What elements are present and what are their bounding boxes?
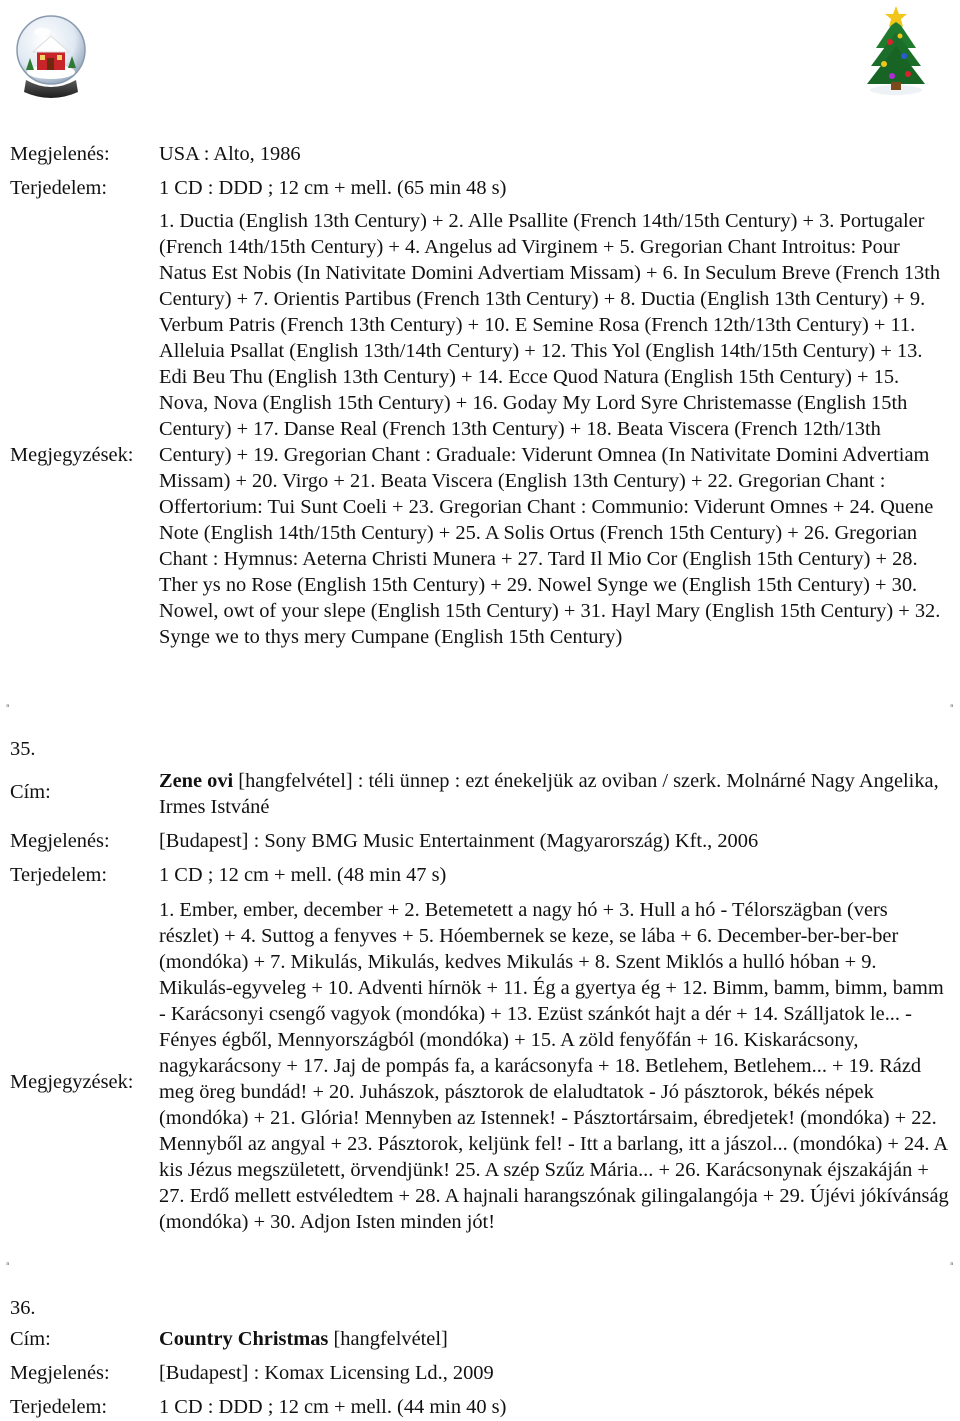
christmas-tree-icon <box>862 4 930 98</box>
notes-label: Megjegyzések: <box>10 1071 134 1093</box>
extent-label: Terjedelem: <box>10 1396 108 1418</box>
snow-globe-house-icon <box>14 12 88 102</box>
published-value: [Budapest] : Komax Licensing Ld., 2009 <box>159 1362 494 1384</box>
extent-value: 1 CD ; 12 cm + mell. (48 min 47 s) <box>159 864 447 886</box>
record-number: 35. <box>10 738 36 760</box>
page-mark: ᵃ <box>6 1261 10 1271</box>
page-mark: ᵃ <box>6 703 10 713</box>
extent-value: 1 CD : DDD ; 12 cm + mell. (65 min 48 s) <box>159 177 507 199</box>
record-title-main: Country Christmas <box>159 1328 329 1350</box>
page-mark: ᵃ <box>950 703 954 713</box>
page-mark: ᵃ <box>950 1261 954 1271</box>
extent-value: 1 CD : DDD ; 12 cm + mell. (44 min 40 s) <box>159 1396 507 1418</box>
record-title-rest: [hangfelvétel] : téli ünnep : ezt énekeljük az oviban / szerk. Molnárné Nagy Angelika, Irmes Istváné <box>159 770 939 818</box>
title-label: Cím: <box>10 1328 51 1350</box>
published-label: Megjelenés: <box>10 830 110 852</box>
record-number: 36. <box>10 1297 36 1319</box>
record-title-rest: [hangfelvétel] <box>328 1328 448 1350</box>
record-title <box>159 768 949 820</box>
extent-label: Terjedelem: <box>10 864 108 886</box>
published-value: USA : Alto, 1986 <box>159 143 301 165</box>
title-label: Cím: <box>10 781 51 803</box>
record-title-main: Zene ovi <box>159 770 234 792</box>
record-title <box>159 1326 448 1352</box>
notes-value: 1. Ember, ember, december + 2. Betemetett a nagy hó + 3. Hull a hó - Télorszägban (vers részlet) + 4. Suttog a fenyves + 5. Hóembernek se keze, se lába + 6. December-ber-ber-ber (mondóka) + 7. Mikulás, Mikulás, kedves Mikulás + 8. Szent Miklós a hulló hóban + 9. Mikulás-egyveleg + 10. Adventi hírnök + 11. Ég a gyertya ég + 12. Bimm, bamm, bimm, bamm - Karácsonyi csengő vagyok (mondóka) + 13. Ezüst szánkót hajt a dér + 14. Szálljatok le... -Fényes égből, Mennyországból (mondóka) + 15. A zöld fenyőfán + 16. Kiskarácsony, nagykarácsony + 17. Jaj de pompás fa, a karácsonyfa + 18. Betlehem, Betlehem... + 19. Rázd meg öreg bundád! + 20. Juhászok, pásztorok de elaludtatok - Jó pásztorok, békés népek (mondóka) + 21. Glória! Mennyben az Istennek! - Pásztortársaim, ébredjetek! (mondóka) + 22. Mennyből az angyal + 23. Pásztorok, keljünk fel! - Itt a barlang, itt a jászol... (mondóka) + 24. A kis Jézus megszületett, örvendjünk! 25. A szép Szűz Mária... + 26. Karácsonynak éjszakáján + 27. Erdő mellett estvéledtem + 28. A hajnali harangszónak gilingalangója + 29. Újévi jókívánság (mondóka) + 30. Adjon Isten minden jót! <box>159 899 949 1233</box>
notes-value: 1. Ductia (English 13th Century) + 2. Alle Psallite (French 14th/15th Century) + 3. Portugaler (French 14th/15th Century) + 4. Angelus ad Virginem + 5. Gregorian Chant Introitus: Pour Natus Est Nobis (In Nativitate Domini Advertiam Missam) + 6. In Seculum Breve (French 13th Century) + 7. Orientis Partibus (French 13th Century) + 8. Ductia (English 13th Century) + 9. Verbum Patris (French 13th Century) + 10. E Semine Rosa (French 12th/13th Century) + 11. Alleluia Psallat (English 13th/14th Century) + 12. This Yol (English 14th/15th Century) + 13. Edi Beu Thu (English 13th Century) + 14. Ecce Quod Natura (English 15th Century) + 15. Nova, Nova (English 15th Century) + 16. Goday My Lord Syre Christemasse (English 15th Century) + 17. Danse Real (French 13th Century) + 18. Beata Viscera (French 12th/13th Century) + 19. Gregorian Chant : Graduale: Viderunt Omnea (In Nativitate Domini Advertiam Missam) + 20. Virgo + 21. Beata Viscera (English 13th Century) + 22. Gregorian Chant : Offertorium: Tui Sunt Coeli + 23. Gregorian Chant : Communio: Viderunt Omnes + 24. Quene Note (English 14th/15th Century) + 25. A Solis Ortus (French 15th Century) + 26. Gregorian Chant : Hymnus: Aeterna Christi Munera + 27. Tard Il Mio Cor (English 15th Century) + 28. Ther ys no Rose (English 15th Century) + 29. Nowel Synge we (English 15th Century) + 30. Nowel, owt of your slepe (English 15th Century) + 31. Hayl Mary (English 15th Century) + 32. Synge we to thys mery Cumpane (English 15th Century) <box>159 210 941 648</box>
notes-label: Megjegyzések: <box>10 444 134 466</box>
extent-label: Terjedelem: <box>10 177 108 199</box>
published-label: Megjelenés: <box>10 1362 110 1384</box>
published-value: [Budapest] : Sony BMG Music Entertainment (Magyarország) Kft., 2006 <box>159 830 759 852</box>
published-label: Megjelenés: <box>10 143 110 165</box>
